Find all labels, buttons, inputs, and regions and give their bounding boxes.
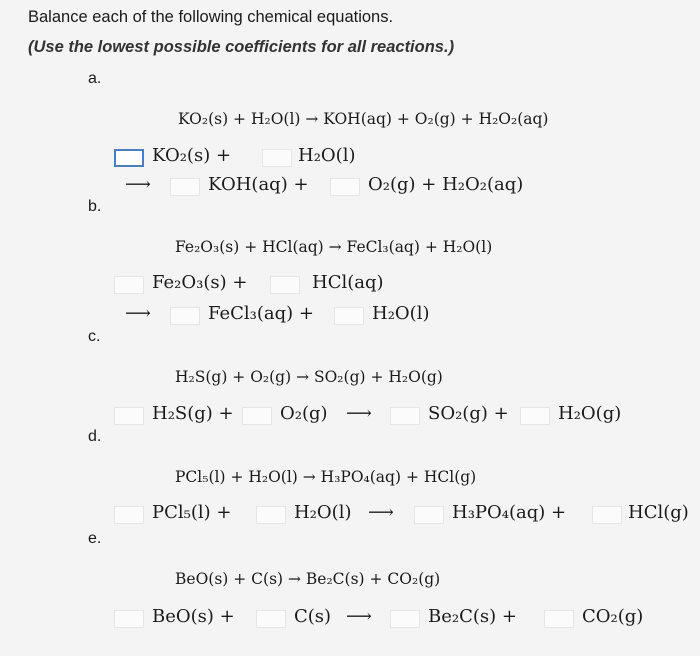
coefficient-c-3-input[interactable] [390, 407, 420, 425]
coefficient-b-1-input[interactable] [114, 276, 144, 294]
problem-b-letter: b. [88, 198, 102, 215]
coefficient-d-3-input[interactable] [414, 506, 444, 524]
coefficient-e-3-input[interactable] [390, 610, 420, 628]
problem-d-term-4: HCl(g) [628, 502, 689, 523]
problem-d-equation: PCl₅(l) + H₂O(l) → H₃PO₄(aq) + HCl(g) [175, 468, 477, 486]
problem-c-term-3: SO₂(g) + [428, 403, 509, 424]
problem-e-term-2: C(s) [294, 606, 332, 627]
problem-a-term-2: H₂O(l) [298, 145, 356, 166]
problem-d-term-3: H₃PO₄(aq) + [452, 502, 567, 523]
problem-c-term-2: O₂(g) [280, 403, 328, 424]
coefficient-a-2-input[interactable] [262, 149, 292, 167]
coefficient-b-4-input[interactable] [334, 307, 364, 325]
coefficient-c-2-input[interactable] [242, 407, 272, 425]
problem-d-letter: d. [88, 428, 102, 445]
problem-b-arrow: ⟶ [125, 303, 151, 324]
problem-c-arrow: ⟶ [346, 403, 372, 424]
coefficient-d-2-input[interactable] [256, 506, 286, 524]
problem-c-term-4: H₂O(g) [558, 403, 622, 424]
problem-c-term-1: H₂S(g) + [152, 403, 234, 424]
instruction-text: Balance each of the following chemical equations. [28, 8, 394, 26]
coefficient-c-1-input[interactable] [114, 407, 144, 425]
problem-d-term-2: H₂O(l) [294, 502, 352, 523]
problem-d-term-1: PCl₅(l) + [152, 502, 232, 523]
problem-b-term-2: HCl(aq) [312, 272, 384, 293]
coefficient-d-4-input[interactable] [592, 506, 622, 524]
coefficient-e-2-input[interactable] [256, 610, 286, 628]
coefficient-a-4-input[interactable] [330, 178, 360, 196]
problem-a-letter: a. [88, 70, 102, 87]
coefficient-b-2-input[interactable] [270, 276, 300, 294]
problem-b-term-1: Fe₂O₃(s) + [152, 272, 248, 293]
coefficient-a-3-input[interactable] [170, 178, 200, 196]
problem-a-term-3: KOH(aq) + [208, 174, 309, 195]
coefficient-b-3-input[interactable] [170, 307, 200, 325]
problem-e-arrow: ⟶ [346, 606, 372, 627]
problem-a-equation: KO₂(s) + H₂O(l) → KOH(aq) + O₂(g) + H₂O₂(aq) [178, 110, 549, 128]
problem-b-term-3: FeCl₃(aq) + [208, 303, 315, 324]
instruction-note: (Use the lowest possible coefficients for all reactions.) [28, 38, 455, 56]
problem-e-letter: e. [88, 530, 102, 547]
problem-a-term-4: O₂(g) + H₂O₂(aq) [368, 174, 524, 195]
problem-a-arrow: ⟶ [125, 174, 151, 195]
problem-a-term-1: KO₂(s) + [152, 145, 232, 166]
problem-c-equation: H₂S(g) + O₂(g) → SO₂(g) + H₂O(g) [175, 368, 443, 386]
coefficient-a-1-input[interactable] [114, 149, 144, 167]
problem-d-arrow: ⟶ [368, 502, 394, 523]
problem-e-term-4: CO₂(g) [582, 606, 644, 627]
problem-e-term-1: BeO(s) + [152, 606, 235, 627]
problem-e-equation: BeO(s) + C(s) → Be₂C(s) + CO₂(g) [175, 570, 441, 588]
problem-c-letter: c. [88, 328, 101, 345]
coefficient-e-1-input[interactable] [114, 610, 144, 628]
coefficient-e-4-input[interactable] [544, 610, 574, 628]
problem-b-equation: Fe₂O₃(s) + HCl(aq) → FeCl₃(aq) + H₂O(l) [175, 238, 493, 256]
problem-b-term-4: H₂O(l) [372, 303, 430, 324]
coefficient-d-1-input[interactable] [114, 506, 144, 524]
coefficient-c-4-input[interactable] [520, 407, 550, 425]
problem-e-term-3: Be₂C(s) + [428, 606, 517, 627]
